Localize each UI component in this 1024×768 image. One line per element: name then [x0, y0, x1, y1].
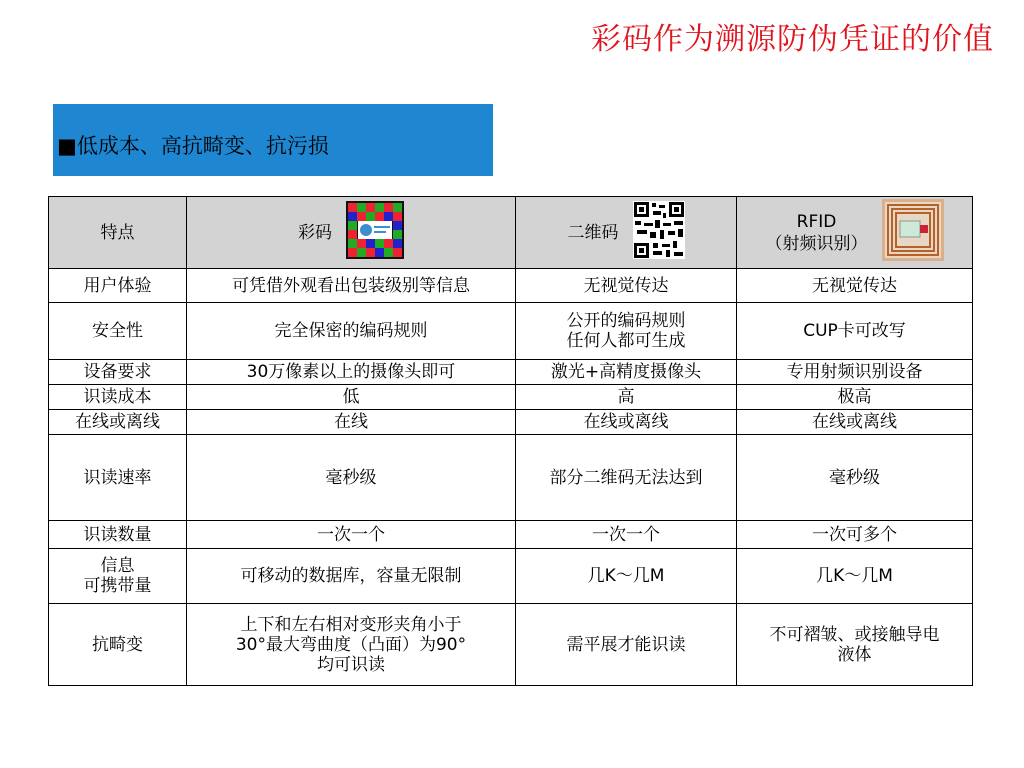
slide-title: 彩码作为溯源防伪凭证的价值 [591, 22, 994, 57]
cell-rfid-line1: 不可褶皱、或接触导电 [769, 624, 940, 645]
cell-feature: 识读速率 [49, 435, 187, 521]
cell-colorcode: 在线 [187, 410, 516, 435]
cell-feature: 设备要求 [49, 360, 187, 385]
cell-colorcode-line2: 30°最大弯曲度（凸面）为90° [235, 634, 467, 655]
cell-rfid: 几K～几M [737, 549, 973, 604]
color-code-icon [346, 201, 404, 264]
cell-qrcode: 无视觉传达 [516, 269, 737, 303]
header-qrcode-label: 二维码 [567, 222, 619, 243]
cell-colorcode-line3: 均可识读 [317, 654, 385, 675]
cell-qrcode: 几K～几M [516, 549, 737, 604]
cell-colorcode-line1: 上下和左右相对变形夹角小于 [240, 614, 462, 635]
table-row [49, 549, 973, 604]
cell-qrcode: 需平展才能识读 [516, 604, 737, 686]
cell-feature-line1: 信息 [100, 556, 135, 576]
cell-qrcode: 激光+高精度摄像头 [516, 360, 737, 385]
cell-rfid: 毫秒级 [737, 435, 973, 521]
rfid-tag-icon [882, 199, 944, 266]
header-rfid-line1: RFID [796, 211, 837, 232]
cell-colorcode: 30万像素以上的摄像头即可 [187, 360, 516, 385]
cell-feature-line2: 可携带量 [83, 576, 152, 596]
table-row [49, 410, 973, 435]
cell-rfid: 无视觉传达 [737, 269, 973, 303]
table-row [49, 604, 973, 686]
header-qrcode [516, 197, 737, 269]
qr-code-icon [633, 201, 685, 264]
cell-rfid-line2: 液体 [837, 644, 872, 665]
subtitle-banner [53, 104, 493, 176]
cell-colorcode: 低 [187, 385, 516, 410]
cell-colorcode: 一次一个 [187, 521, 516, 549]
cell-qrcode: 高 [516, 385, 737, 410]
table-row [49, 269, 973, 303]
header-feature: 特点 [49, 197, 187, 269]
cell-colorcode: 可凭借外观看出包装级别等信息 [187, 269, 516, 303]
cell-feature: 抗畸变 [49, 604, 187, 686]
cell-rfid: 在线或离线 [737, 410, 973, 435]
cell-feature: 识读成本 [49, 385, 187, 410]
cell-rfid: 一次可多个 [737, 521, 973, 549]
comparison-table [48, 196, 973, 686]
cell-rfid: 专用射频识别设备 [737, 360, 973, 385]
header-rfid [737, 197, 973, 269]
table-row [49, 385, 973, 410]
header-colorcode [187, 197, 516, 269]
header-rfid-label [766, 211, 868, 255]
cell-qrcode: 部分二维码无法达到 [516, 435, 737, 521]
cell-feature: 用户体验 [49, 269, 187, 303]
cell-qrcode-line2: 任何人都可生成 [566, 331, 686, 351]
subtitle-text: ■低成本、高抗畸变、抗污损 [57, 134, 329, 158]
table-row [49, 303, 973, 360]
cell-colorcode: 完全保密的编码规则 [187, 303, 516, 360]
cell-rfid: 极高 [737, 385, 973, 410]
cell-colorcode: 可移动的数据库，容量无限制 [187, 549, 516, 604]
table-row [49, 521, 973, 549]
cell-rfid: CUP卡可改写 [737, 303, 973, 360]
table-row [49, 435, 973, 521]
cell-qrcode: 一次一个 [516, 521, 737, 549]
table-header-row [49, 197, 973, 269]
cell-rfid [737, 604, 973, 686]
header-colorcode-label: 彩码 [298, 222, 332, 243]
cell-feature: 安全性 [49, 303, 187, 360]
cell-qrcode-line1: 公开的编码规则 [566, 311, 686, 331]
cell-colorcode [187, 604, 516, 686]
cell-feature [49, 549, 187, 604]
cell-feature: 识读数量 [49, 521, 187, 549]
cell-feature: 在线或离线 [49, 410, 187, 435]
table-row [49, 360, 973, 385]
header-rfid-line2: （射频识别） [765, 233, 868, 254]
cell-qrcode [516, 303, 737, 360]
cell-colorcode: 毫秒级 [187, 435, 516, 521]
cell-qrcode: 在线或离线 [516, 410, 737, 435]
